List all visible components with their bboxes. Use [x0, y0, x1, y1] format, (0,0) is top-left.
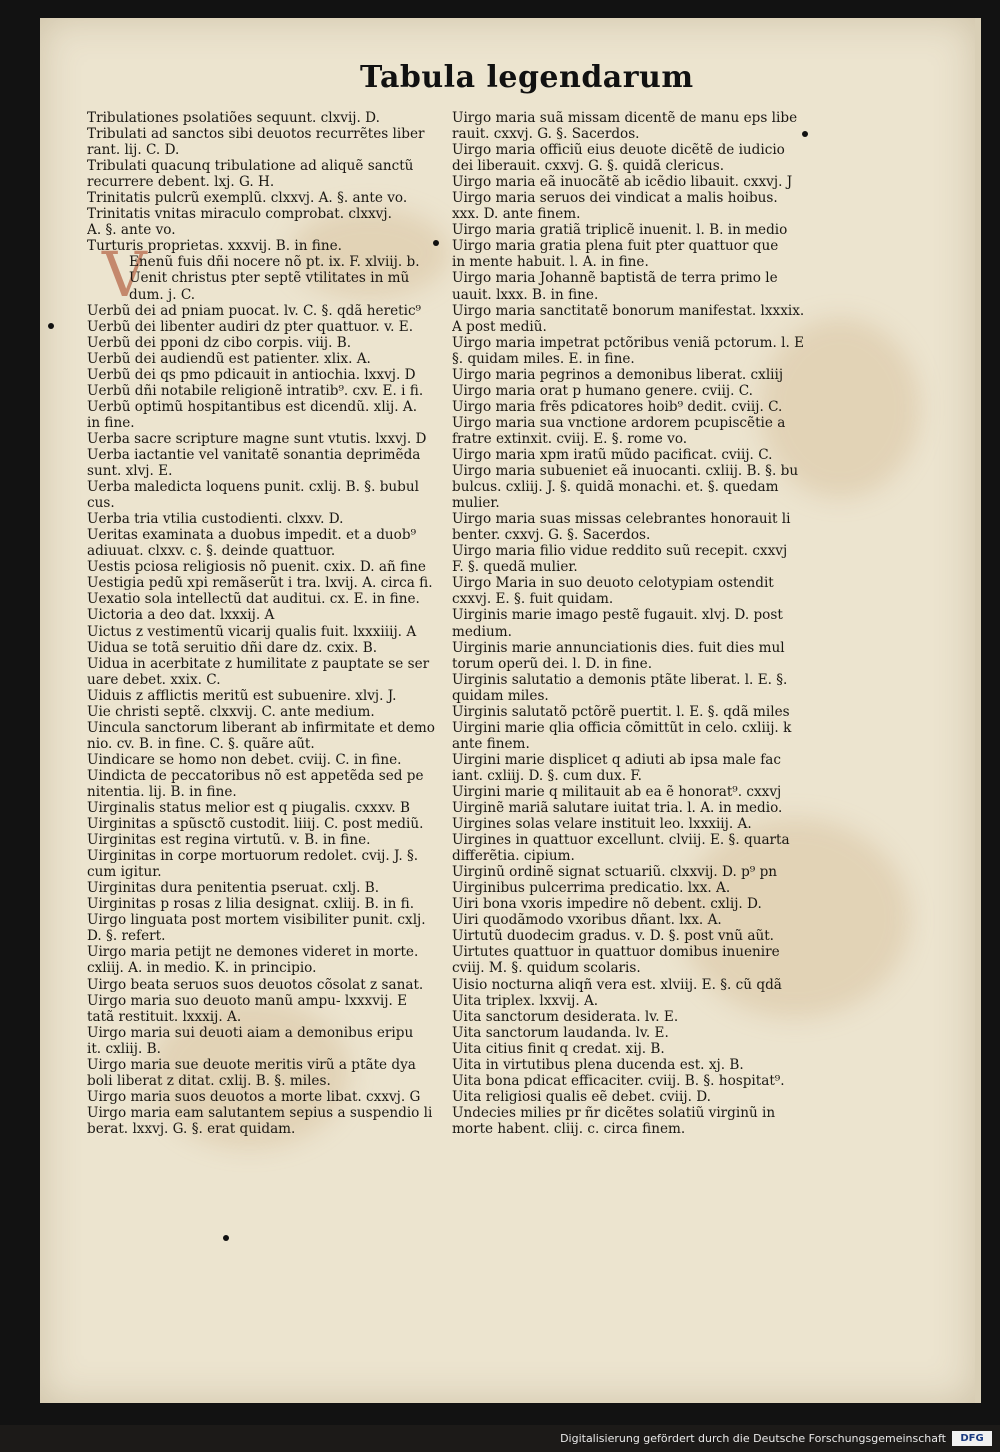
index-entry: Uirgo maria pegrinos a demonibus liberat. cxliij [452, 366, 784, 383]
index-entry: Uestis pciosa religiosis nõ puenit. cxix. D. añ fine [87, 559, 426, 576]
index-entry: cum igitur. [87, 864, 162, 881]
index-entry: Uictoria a deo dat. lxxxij. A [87, 607, 275, 624]
index-entry: Uirginitas in corpe mortuorum redolet. cvij. J. §. [87, 848, 419, 865]
index-entry: F. §. quedã mulier. [452, 559, 578, 576]
index-entry: Uisio nocturna aliqñ vera est. xlviij. E. §. cũ qdã [452, 976, 782, 993]
index-entry: Uirgini marie q militauit ab ea ẽ honorat⁹. cxxvj [452, 783, 782, 800]
index-entry: uare debet. xxix. C. [87, 671, 221, 688]
index-entry: differẽtia. cipium. [452, 848, 575, 865]
page-title: Tabula legendarum [360, 60, 694, 95]
index-entry: §. quidam miles. E. in fine. [452, 350, 635, 367]
index-entry: Uirgo Maria in suo deuoto celotypiam ostendit [452, 575, 774, 592]
index-entry: Uirginitas est regina virtutũ. v. B. in fine. [87, 832, 371, 849]
index-entry: Uirginis marie annunciationis dies. fuit dies mul [452, 639, 785, 656]
index-entry: Uestigia pedũ xpi remãserũt i tra. lxvij. A. circa fi. [87, 575, 433, 592]
index-entry: Uirgo maria gratiã triplicẽ inuenit. l. B. in medio [452, 222, 788, 239]
index-entry: Uirginibus pulcerrima predicatio. lxx. A. [452, 880, 731, 897]
index-entry: Uirginẽ mariã salutare iuitat tria. l. A. in medio. [452, 800, 783, 817]
index-entry: Uirgo maria xpm iratũ mũdo pacificat. cviij. C. [452, 446, 773, 463]
index-entry: Uirgo maria sue deuote meritis virũ a ptãte dya [87, 1056, 416, 1073]
index-entry: Uirgo maria suã missam dicentẽ de manu eps libe [452, 110, 798, 126]
index-entry: Uirgo maria eam salutantem sepius a suspendio li [87, 1104, 433, 1121]
index-entry: Uirgo maria impetrat pctõribus veniã pctorum. l. E [452, 334, 805, 351]
index-entry: Uindicta de peccatoribus nõ est appetẽda sed pe [87, 767, 424, 784]
index-entry: Uerbũ dei audiendũ est patienter. xlix. A. [87, 350, 371, 367]
index-entry: A post mediũ. [452, 318, 547, 335]
index-entry: Tribulationes psolatiões sequunt. clxvij. D. [87, 110, 380, 126]
index-entry: Trinitatis pulcrũ exemplũ. clxxvj. A. §. ante vo. [87, 190, 408, 207]
index-entry: cus. [87, 495, 115, 512]
index-entry: boli liberat z ditat. cxlij. B. §. miles. [87, 1072, 331, 1089]
index-entry: in mente habuit. l. A. in fine. [452, 254, 649, 271]
index-entry: dum. j. C. [129, 286, 196, 303]
index-entry: Uiri bona vxoris impedire nõ debent. cxlij. D. [452, 896, 762, 913]
decorated-initial: V [102, 238, 147, 311]
index-entry: torum operũ dei. l. D. in fine. [452, 655, 653, 672]
index-entry: Uirgini marie displicet q adiuti ab ipsa male fac [452, 751, 781, 768]
index-entry: Uita bona pdicat efficaciter. cviij. B. §. hospitat⁹. [452, 1072, 785, 1089]
index-entry: Uita in virtutibus plena ducenda est. xj. B. [452, 1056, 744, 1073]
index-entry: rant. lij. C. D. [87, 142, 180, 159]
index-entry: Uirginis marie imago pestẽ fugauit. xlvj. D. post [452, 607, 783, 624]
index-entry: Trinitatis vnitas miraculo comprobat. clxxvj. [87, 206, 392, 223]
index-entry: it. cxliij. B. [87, 1040, 161, 1057]
index-entry: Uidua in acerbitate z humilitate z pauptate se ser [87, 655, 430, 672]
index-entry: in fine. [87, 414, 135, 431]
index-entry: Uirgini marie qlia officia cõmittũt in celo. cxliij. k [452, 719, 792, 736]
index-entry: fratre extinxit. cviij. E. §. rome vo. [452, 430, 688, 447]
index-entry: Uita sanctorum desiderata. lv. E. [452, 1008, 679, 1025]
index-entry: Uirginis salutatio a demonis ptãte liberat. l. E. §. [452, 671, 788, 688]
index-entry: Turturis proprietas. xxxvij. B. in fine. [87, 238, 342, 255]
margin-bullet-icon [802, 131, 808, 137]
index-entry: Uerba sacre scripture magne sunt vtutis. lxxvj. D [87, 430, 427, 447]
margin-bullet-icon [223, 1235, 229, 1241]
index-entry: Uirgo maria frẽs pdicatores hoib⁹ dedit. cviij. C. [452, 398, 783, 415]
index-entry: morte habent. cliij. c. circa finem. [452, 1120, 686, 1137]
index-entry: Enenũ fuis dñi nocere nõ pt. ix. F. xlviij. b. [129, 254, 420, 271]
index-entry: Uirgo maria seruos dei vindicat a malis hoibus. [452, 190, 778, 207]
index-entry: cxxvj. E. §. fuit quidam. [452, 591, 614, 608]
index-column-left [87, 110, 439, 1137]
index-entry: dei liberauit. cxxvj. G. §. quidã clericus. [452, 158, 725, 175]
index-entry: Uerbũ optimũ hospitantibus est dicendũ. xlij. A. [87, 398, 418, 415]
index-entry: Uerbũ dei qs pmo pdicauit in antiochia. lxxvj. D [87, 366, 416, 383]
index-entry: tatã restituit. lxxxij. A. [87, 1008, 242, 1025]
index-entry: Uidua se totã seruitio dñi dare dz. cxix. B. [87, 639, 378, 656]
index-entry: Uerba maledicta loquens punit. cxlij. B. §. bubul [87, 479, 419, 496]
index-entry: Uiri quodãmodo vxoribus dñant. lxx. A. [452, 912, 722, 929]
index-entry: Uita sanctorum laudanda. lv. E. [452, 1024, 669, 1041]
index-entry: Uirgo linguata post mortem visibiliter punit. cxlj. [87, 912, 426, 929]
margin-bullet-icon [433, 240, 439, 246]
index-entry: Uictus z vestimentũ vicarij qualis fuit. lxxxiiij. A [87, 623, 417, 640]
index-entry: Tribulati quacunq tribulatione ad aliquẽ sanctũ [87, 158, 414, 175]
index-entry: A. §. ante vo. [87, 222, 176, 239]
index-entry: Uirgo maria gratia plena fuit pter quattuor que [452, 238, 779, 255]
index-entry: quidam miles. [452, 687, 549, 704]
index-entry: Uenit christus pter septẽ vtilitates in mũ [129, 270, 410, 287]
index-entry: Ueritas examinata a duobus impedit. et a duob⁹ [87, 527, 417, 544]
index-entry: Uirgines solas velare instituit leo. lxxxiij. A. [452, 816, 752, 833]
index-entry: Uirgo maria filio vidue reddito suũ recepit. cxxvj [452, 543, 788, 560]
dfg-logo: DFG [952, 1431, 992, 1446]
index-entry: Uirgo maria Johannẽ baptistã de terra primo le [452, 270, 778, 287]
index-entry: medium. [452, 623, 512, 640]
index-entry: Uirtutũ duodecim gradus. v. D. §. post vnũ aũt. [452, 928, 775, 945]
index-entry: xxx. D. ante finem. [452, 206, 581, 223]
index-entry: Undecies milies pr ñr dicẽtes solatiũ virginũ in [452, 1104, 776, 1121]
index-entry: Uirginis salutatõ pctõrẽ puertit. l. E. §. qdã miles [452, 703, 790, 720]
index-entry: Uirgines in quattuor excellunt. clviij. E. §. quarta [452, 832, 790, 849]
index-entry: adiuuat. clxxv. c. §. deinde quattuor. [87, 543, 336, 560]
index-entry: Uirtutes quattuor in quattuor domibus inuenire [452, 944, 780, 961]
index-entry: benter. cxxvj. G. §. Sacerdos. [452, 527, 651, 544]
index-entry: Uirginitas dura penitentia pseruat. cxlj. B. [87, 880, 380, 897]
footer-credit: Digitalisierung gefördert durch die Deutsche Forschungsgemeinschaft [560, 1432, 946, 1445]
index-entry: rauit. cxxvj. G. §. Sacerdos. [452, 126, 640, 143]
index-entry: Uirgo maria eã inuocãtẽ ab icẽdio libauit. cxxvj. J [452, 174, 793, 191]
index-entry: Uerbũ dei pponi dz cibo corpis. viij. B. [87, 334, 352, 351]
index-entry: Uirgo maria orat p humano genere. cviij. C. [452, 382, 753, 399]
index-entry: iant. cxliij. D. §. cum dux. F. [452, 767, 642, 784]
margin-bullet-icon [48, 323, 54, 329]
index-entry: Uiduis z afflictis meritũ est subuenire. xlvj. J. [87, 687, 397, 704]
book-page [40, 18, 981, 1403]
index-entry: berat. lxxvj. G. §. erat quidam. [87, 1120, 296, 1137]
index-entry: Uindicare se homo non debet. cviij. C. in fine. [87, 751, 402, 768]
index-entry: Uerbũ dei libenter audiri dz pter quattuor. v. E. [87, 318, 414, 335]
index-entry: nio. cv. B. in fine. C. §. quãre aũt. [87, 735, 315, 752]
index-entry: Uie christi septẽ. clxxvij. C. ante medium. [87, 703, 375, 720]
index-entry: Uirginitas p rosas z lilia designat. cxliij. B. in fi. [87, 896, 415, 913]
index-entry: Uirginũ ordinẽ signat sctuariũ. clxxvij. D. p⁹ pn [452, 864, 778, 881]
index-entry: Uirgo beata seruos suos deuotos cõsolat z sanat. [87, 976, 424, 993]
index-entry: Uirgo maria subueniet eã inuocanti. cxliij. B. §. bu [452, 463, 799, 480]
index-entry: Uita citius finit q credat. xij. B. [452, 1040, 665, 1057]
index-entry: cviij. M. §. quidum scolaris. [452, 960, 641, 977]
index-entry: Uerba tria vtilia custodienti. clxxv. D. [87, 511, 344, 528]
index-entry: Uerba iactantie vel vanitatẽ sonantia deprimẽda [87, 446, 421, 463]
index-entry: D. §. refert. [87, 928, 166, 945]
index-entry: cxliij. A. in medio. K. in principio. [87, 960, 317, 977]
index-entry: Uirgo maria petijt ne demones videret in morte. [87, 944, 419, 961]
index-entry: sunt. xlvj. E. [87, 463, 173, 480]
index-entry: Uirgo maria sui deuoti aiam a demonibus eripu [87, 1024, 414, 1041]
index-entry: Uirgo maria officiũ eius deuote dicẽtẽ de iudicio [452, 142, 785, 159]
index-entry: Uirgo maria suos deuotos a morte libat. cxxvj. G [87, 1088, 421, 1105]
index-entry: Uirginalis status melior est q piugalis. cxxxv. B [87, 800, 410, 817]
index-entry: Uirgo maria suo deuoto manũ ampu- lxxxvij. E [87, 992, 408, 1009]
index-entry: Uerbũ dei ad pniam puocat. lv. C. §. qdã heretic⁹ [87, 302, 422, 319]
index-entry: Uirgo maria suas missas celebrantes honorauit li [452, 511, 791, 528]
index-entry: ante finem. [452, 735, 530, 752]
index-column-right [452, 110, 812, 1137]
index-entry: bulcus. cxliij. J. §. quidã monachi. et. §. quedam [452, 479, 779, 496]
index-entry: Uirgo maria sua vnctione ardorem pcupiscẽtie a [452, 414, 786, 431]
index-entry: Uerbũ dñi notabile religionẽ intratib⁹. cxv. E. i fi. [87, 382, 424, 399]
index-entry: Uita religiosi qualis eẽ debet. cviij. D. [452, 1088, 711, 1105]
index-entry: Tribulati ad sanctos sibi deuotos recurrẽtes liber [87, 126, 425, 143]
footer-bar [0, 1425, 1000, 1452]
index-entry: Uirgo maria sanctitatẽ bonorum manifestat. lxxxix. [452, 302, 805, 319]
index-entry: mulier. [452, 495, 500, 512]
index-entry: recurrere debent. lxj. G. H. [87, 174, 275, 191]
index-entry: Uincula sanctorum liberant ab infirmitate et demo [87, 719, 435, 736]
index-entry: Uirginitas a spũsctõ custodit. liiij. C. post mediũ. [87, 816, 424, 833]
index-entry: Uexatio sola intellectũ dat auditui. cx. E. in fine. [87, 591, 420, 608]
index-entry: Uita triplex. lxxvij. A. [452, 992, 599, 1009]
index-entry: uauit. lxxx. B. in fine. [452, 286, 599, 303]
index-entry: nitentia. lij. B. in fine. [87, 783, 237, 800]
